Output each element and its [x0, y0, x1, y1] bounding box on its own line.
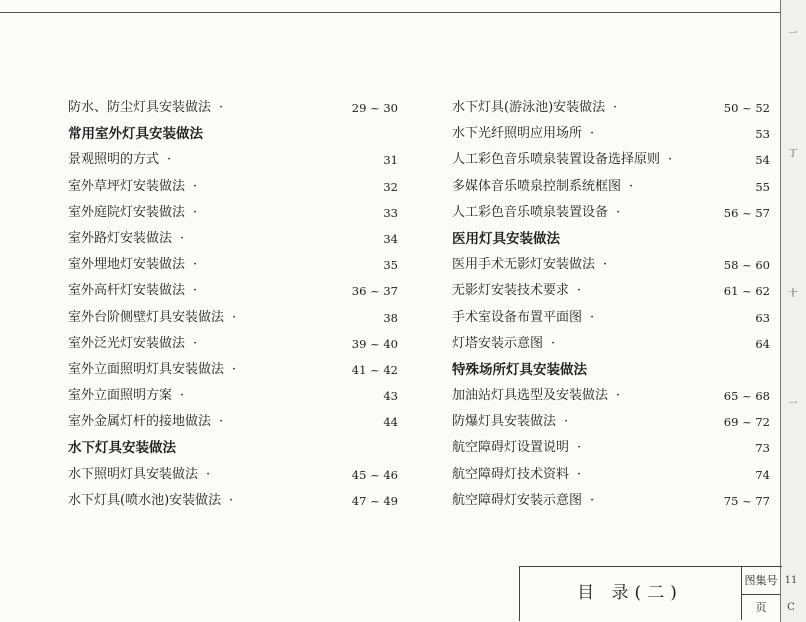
page-number-value: C: [787, 602, 795, 613]
toc-entry: [452, 435, 770, 461]
toc-entry: [452, 121, 770, 147]
toc-entry: [452, 462, 770, 488]
entry-title: 加油站灯具选型及安装做法: [452, 388, 609, 404]
leader-dot: ·: [629, 178, 634, 194]
leader-dot: ·: [577, 466, 582, 482]
toc-entry: [452, 147, 770, 173]
entry-page-range: 41 ~ 42: [351, 362, 398, 377]
entry-page-range: 43: [383, 389, 398, 404]
toc-entry: [68, 95, 398, 121]
entry-page-range: 73: [755, 441, 770, 456]
entry-page-range: 69 ~ 72: [723, 415, 770, 430]
entry-page-range: 29 ~ 30: [351, 101, 398, 115]
entry-page-range: 58 ~ 60: [723, 258, 770, 273]
entry-title: 航空障碍灯设置说明: [452, 440, 570, 456]
leader-dot: ·: [193, 204, 198, 220]
toc-entry: [452, 409, 770, 435]
entry-title: 水下光纤照明应用场所: [452, 126, 583, 142]
entry-title: 室外泛光灯安装做法: [68, 335, 186, 351]
entry-title: 无影灯安装技术要求: [452, 283, 570, 299]
leader-dot: ·: [616, 204, 621, 220]
entry-page-range: 65 ~ 68: [723, 389, 770, 404]
entry-title: 人工彩色音乐喷泉装置设备: [452, 204, 609, 220]
toc-entry: [68, 409, 398, 435]
toc-entry: [68, 147, 398, 173]
strip-mark: 一: [788, 399, 798, 409]
entry-title: 水下灯具(游泳池)安装做法: [452, 100, 606, 115]
leader-dot: ·: [232, 309, 237, 325]
entry-title: 室外庭院灯安装做法: [68, 204, 186, 220]
entry-title: 手术室设备布置平面图: [452, 309, 583, 325]
toc-entry: [452, 331, 770, 357]
toc-entry: [452, 488, 770, 514]
leader-dot: ·: [180, 230, 185, 246]
entry-page-range: 55: [755, 179, 770, 194]
toc-entry: [452, 383, 770, 409]
toc-entry: [68, 305, 398, 331]
toc-entry: [452, 305, 770, 331]
entry-page-range: 63: [755, 310, 770, 325]
leader-dot: ·: [219, 414, 224, 430]
entry-title: 水下照明灯具安装做法: [68, 466, 199, 482]
leader-dot: ·: [229, 492, 234, 508]
leader-dot: ·: [193, 283, 198, 299]
leader-dot: ·: [668, 152, 673, 168]
toc-entry: [68, 174, 398, 200]
entry-page-range: 56 ~ 57: [723, 205, 770, 220]
leader-dot: ·: [193, 257, 198, 273]
leader-dot: ·: [193, 335, 198, 351]
entry-page-range: 44: [383, 415, 398, 430]
entry-title: 室外台阶侧壁灯具安装做法: [68, 309, 225, 325]
toc-entry: [68, 278, 398, 304]
page-number-label: 页: [755, 601, 767, 614]
title-block-strip: [780, 0, 806, 622]
entry-title: 医用手术无影灯安装做法: [452, 257, 596, 273]
entry-page-range: 32: [383, 179, 398, 194]
entry-title: 航空障碍灯技术资料: [452, 466, 570, 482]
toc-entry: [452, 252, 770, 278]
entry-page-range: 35: [383, 258, 398, 273]
toc-entry: [68, 252, 398, 278]
toc-entry: [452, 174, 770, 200]
toc-entry: [68, 226, 398, 252]
entry-page-range: 54: [755, 153, 770, 168]
section-title: 水下灯具安装做法: [68, 440, 176, 457]
entry-title: 防爆灯具安装做法: [452, 414, 557, 430]
entry-title: 室外高杆灯安装做法: [68, 283, 186, 299]
entry-title: 人工彩色音乐喷泉装置设备选择原则: [452, 152, 661, 168]
toc-section-heading: [452, 226, 770, 252]
entry-page-range: 61 ~ 62: [723, 284, 770, 299]
entry-page-range: 45 ~ 46: [351, 467, 398, 482]
entry-title: 水下灯具(喷水池)安装做法: [68, 492, 222, 508]
entry-page-range: 39 ~ 40: [351, 336, 398, 351]
atlas-number-value: 11: [784, 575, 798, 586]
toc-entry: [452, 278, 770, 304]
page-title: 目 录(二): [519, 566, 742, 620]
entry-page-range: 34: [383, 231, 398, 246]
leader-dot: ·: [613, 100, 618, 115]
top-rule: [0, 12, 780, 13]
leader-dot: ·: [180, 388, 185, 404]
entry-page-range: 38: [383, 310, 398, 325]
toc-section-heading: [452, 357, 770, 383]
section-title: 医用灯具安装做法: [452, 230, 560, 247]
leader-dot: ·: [577, 283, 582, 299]
toc-entry: [68, 357, 398, 383]
section-title: 常用室外灯具安装做法: [68, 126, 203, 143]
strip-mark: 一: [788, 29, 798, 39]
atlas-number-label: 图集号: [742, 568, 780, 595]
entry-title: 室外路灯安装做法: [68, 230, 173, 246]
leader-dot: ·: [616, 388, 621, 404]
strip-mark: 十: [788, 289, 798, 299]
leader-dot: ·: [206, 466, 211, 482]
toc-entry: [68, 383, 398, 409]
entry-title: 室外草坪灯安装做法: [68, 178, 186, 194]
toc-entry: [68, 488, 398, 514]
section-title: 特殊场所灯具安装做法: [452, 361, 587, 378]
leader-dot: ·: [219, 100, 224, 115]
leader-dot: ·: [590, 492, 595, 508]
toc-entry: [452, 95, 770, 121]
entry-title: 室外金属灯杆的接地做法: [68, 414, 212, 430]
leader-dot: ·: [603, 257, 608, 273]
toc-right-column: [452, 95, 770, 514]
leader-dot: ·: [564, 414, 569, 430]
entry-page-range: 64: [755, 336, 770, 351]
toc-section-heading: [68, 435, 398, 461]
entry-page-range: 53: [755, 127, 770, 142]
leader-dot: ·: [577, 440, 582, 456]
entry-title: 灯塔安装示意图: [452, 335, 544, 351]
toc-entry: [68, 462, 398, 488]
entry-title: 室外立面照明方案: [68, 388, 173, 404]
entry-title: 室外埋地灯安装做法: [68, 257, 186, 273]
toc-section-heading: [68, 121, 398, 147]
entry-title: 航空障碍灯安装示意图: [452, 492, 583, 508]
entry-title: 室外立面照明灯具安装做法: [68, 361, 225, 377]
leader-dot: ·: [167, 152, 172, 168]
toc-entry: [68, 331, 398, 357]
leader-dot: ·: [590, 309, 595, 325]
leader-dot: ·: [590, 126, 595, 142]
entry-page-range: 75 ~ 77: [723, 493, 770, 508]
leader-dot: ·: [551, 335, 556, 351]
entry-page-range: 47 ~ 49: [351, 493, 398, 508]
entry-page-range: 50 ~ 52: [723, 101, 770, 115]
toc-entry: [452, 200, 770, 226]
entry-page-range: 33: [383, 205, 398, 220]
leader-dot: ·: [193, 178, 198, 194]
entry-page-range: 31: [383, 153, 398, 168]
entry-title: 多媒体音乐喷泉控制系统框图: [452, 178, 622, 194]
strip-mark: 丁: [788, 149, 798, 159]
toc-left-column: [68, 95, 398, 514]
entry-title: 景观照明的方式: [68, 152, 160, 168]
toc-entry: [68, 200, 398, 226]
leader-dot: ·: [232, 361, 237, 377]
entry-page-range: 74: [755, 467, 770, 482]
entry-page-range: 36 ~ 37: [351, 284, 398, 299]
entry-title: 防水、防尘灯具安装做法: [68, 100, 212, 115]
